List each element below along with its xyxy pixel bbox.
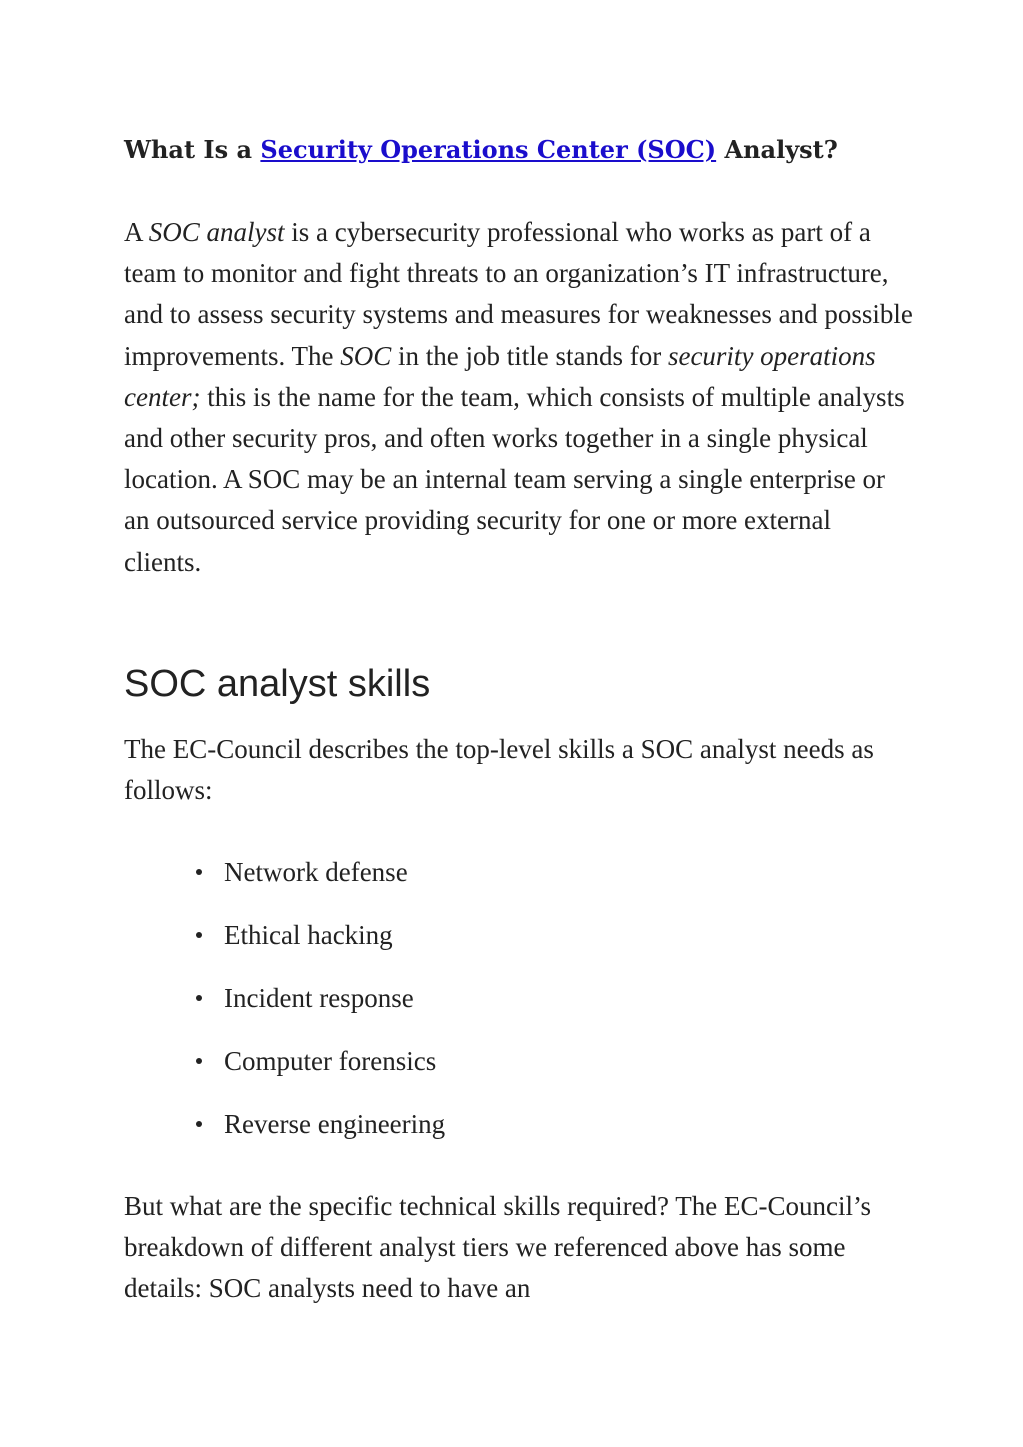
skill-label: Incident response	[224, 983, 414, 1013]
bullet-icon	[196, 932, 202, 938]
soc-link[interactable]: Security Operations Center (SOC)	[260, 135, 717, 164]
bullet-icon	[196, 995, 202, 1001]
bullet-icon	[196, 1058, 202, 1064]
bullet-icon	[196, 1121, 202, 1127]
skills-lead-paragraph: The EC-Council describes the top-level skills a SOC analyst needs as follows:	[124, 734, 874, 806]
list-item	[184, 1104, 445, 1167]
intro-text-3: in the job title stands for	[391, 340, 668, 371]
intro-italic-soc-analyst: SOC analyst	[148, 217, 285, 247]
skill-label: Network defense	[224, 857, 408, 887]
list-item	[184, 978, 445, 1041]
intro-paragraph	[124, 212, 914, 583]
intro-text-4: this is the name for the team, which consists of multiple analysts and other security pros, and often works together in a single physical location. A SOC may be an internal team serving a single enterprise or an outsourced service providing security for one or more external clients.	[124, 381, 905, 577]
bullet-icon	[196, 869, 202, 875]
skill-label: Ethical hacking	[224, 920, 393, 950]
intro-italic-soc: SOC	[340, 340, 392, 371]
list-item	[184, 1041, 445, 1104]
closing-paragraph: But what are the specific technical skills required? The EC-Council’s breakdown of different analyst tiers we referenced above has some details: SOC analysts need to have an	[124, 1191, 872, 1304]
intro-text-2: is a cybersecurity professional who works as part of a team to monitor and fight threats to an organization’s IT infrastructure, and to assess security systems and measures for weaknesses and possible improvements. The	[124, 217, 913, 371]
intro-italic-security-operations-center: security operations center;	[124, 340, 876, 412]
list-item	[184, 915, 445, 978]
skill-label: Computer forensics	[224, 1046, 437, 1076]
intro-text-1: A	[124, 217, 149, 247]
question-heading	[124, 132, 838, 168]
heading-prefix: What Is a	[124, 135, 261, 164]
section-title: SOC analyst skills	[124, 663, 431, 705]
skills-list	[184, 852, 445, 1167]
skill-label: Reverse engineering	[224, 1109, 446, 1139]
list-item	[184, 852, 445, 915]
heading-suffix: Analyst?	[716, 135, 838, 164]
